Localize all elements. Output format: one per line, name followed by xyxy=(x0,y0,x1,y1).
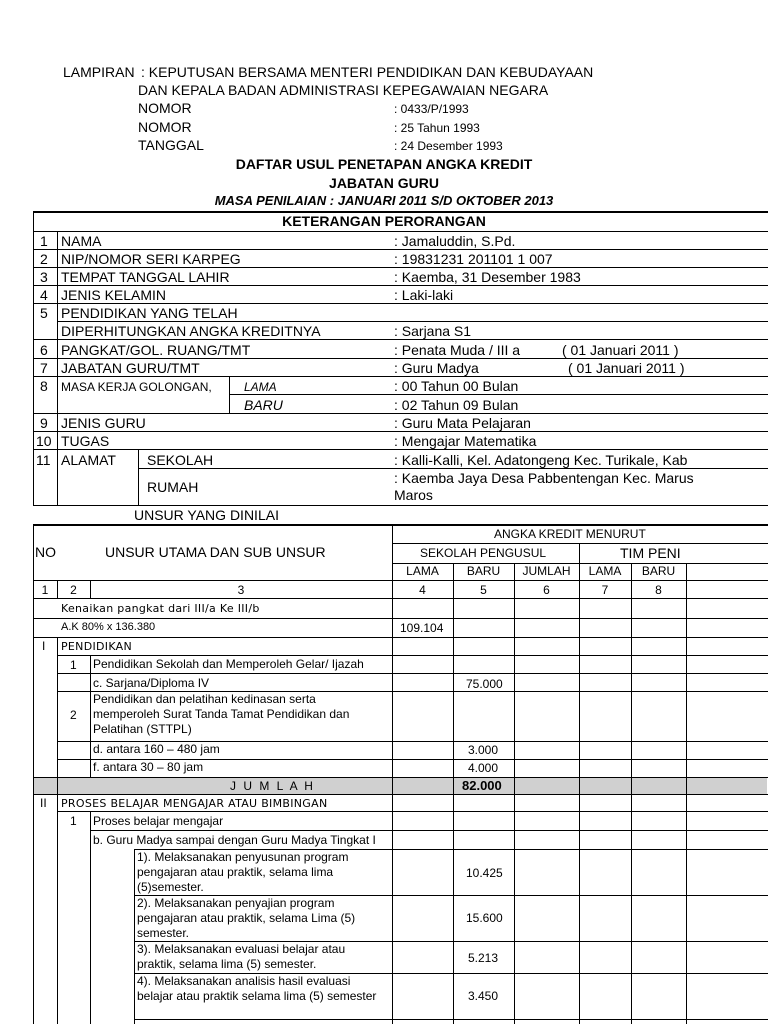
field-label: NIP/NOMOR SERI KARPEG xyxy=(61,251,241,267)
row-no: 7 xyxy=(40,360,48,376)
row-no: 9 xyxy=(40,415,48,431)
field-value: : Guru Mata Pelajaran xyxy=(394,415,531,431)
hline xyxy=(33,794,768,795)
lampiran-line2: DAN KEPALA BADAN ADMINISTRASI KEPEGAWAIAN NEGARA xyxy=(138,82,549,98)
hline xyxy=(392,543,768,544)
r2d-value: 3.000 xyxy=(468,743,499,757)
hline xyxy=(33,413,768,414)
jumlah-label: J U M L A H xyxy=(230,779,315,793)
doc-title: DAFTAR USUL PENETAPAN ANGKA KREDIT xyxy=(235,156,533,172)
hline xyxy=(33,358,768,359)
hline xyxy=(90,830,768,831)
ak-value: 109.104 xyxy=(400,621,444,635)
col-num: 1 xyxy=(41,583,49,597)
alamat-sekolah-label: SEKOLAH xyxy=(147,452,214,468)
kenaikan-pangkat: Kenaikan pangkat dari III/a Ke III/b xyxy=(61,602,260,615)
tanggal-label: TANGGAL xyxy=(138,137,204,153)
masa-baru-label: BARU xyxy=(244,397,283,413)
hline xyxy=(33,505,768,506)
vline xyxy=(134,849,135,1024)
jumlah-row-bg xyxy=(34,778,767,794)
vline xyxy=(686,777,687,794)
field-label: JABATAN GURU/TMT xyxy=(61,360,200,376)
field-value: : 19831231 201101 1 007 xyxy=(394,251,553,267)
hline xyxy=(33,231,768,232)
field-label: DIPERHITUNGKAN ANGKA KREDITNYA xyxy=(61,323,321,339)
field-value: : 02 Tahun 09 Bulan xyxy=(394,397,519,413)
r1-label: Pendidikan Sekolah dan Memperoleh Gelar/ Ijazah xyxy=(93,657,364,671)
col-jumlah: JUMLAH xyxy=(522,564,571,578)
nomor1-label: NOMOR xyxy=(138,100,192,116)
p1-no: 1 xyxy=(70,814,77,828)
field-label: JENIS KELAMIN xyxy=(61,287,167,303)
col-no-header: NO xyxy=(35,544,56,560)
sec1-label: PENDIDIKAN xyxy=(61,640,133,653)
sekolah-pengusul-header: SEKOLAH PENGUSUL xyxy=(420,546,547,560)
p1-label: Proses belajar mengajar xyxy=(93,814,224,828)
unsur-heading: UNSUR YANG DINILAI xyxy=(134,507,279,523)
row-no: 4 xyxy=(40,287,48,303)
vline xyxy=(514,777,515,794)
hline xyxy=(33,618,768,619)
hline xyxy=(33,339,768,340)
vline xyxy=(579,777,580,794)
hline xyxy=(33,637,768,638)
item-value: 3.450 xyxy=(468,989,499,1003)
masa-lama-label: LAMA xyxy=(244,380,277,394)
tim-penilai-header: TIM PENI xyxy=(620,545,681,561)
hline xyxy=(33,431,768,432)
hline xyxy=(57,673,768,674)
col-lama: LAMA xyxy=(406,564,439,578)
hline xyxy=(33,249,768,250)
vline xyxy=(392,777,393,794)
hline xyxy=(33,303,768,304)
col-num: 2 xyxy=(70,583,77,597)
col-baru-tim: BARU xyxy=(641,564,676,578)
nomor2-value: : 25 Tahun 1993 xyxy=(394,121,480,135)
sec2-label: PROSES BELAJAR MENGAJAR ATAU BIMBINGAN xyxy=(61,797,328,810)
vline xyxy=(138,449,139,505)
col-unsur-header: UNSUR UTAMA DAN SUB UNSUR xyxy=(105,544,326,560)
field-value: : 00 Tahun 00 Bulan xyxy=(394,378,519,394)
col-num: 4 xyxy=(419,583,426,597)
col-num: 5 xyxy=(480,583,487,597)
row-no: 11 xyxy=(36,452,51,468)
vline xyxy=(453,777,454,794)
period: MASA PENILAIAN : JANUARI 2011 S/D OKTOBER 2013 xyxy=(214,193,554,208)
hline xyxy=(229,394,768,395)
row-no: 3 xyxy=(40,269,48,285)
col-lama-tim: LAMA xyxy=(588,564,622,578)
vline xyxy=(229,376,230,413)
item-value: 5.213 xyxy=(468,951,499,965)
r2d-label: d. antara 160 – 480 jam xyxy=(93,742,220,756)
r2f-label: f. antara 30 – 80 jam xyxy=(93,760,204,774)
tmt-date: ( 01 Januari 2011 ) xyxy=(568,360,685,376)
vline xyxy=(631,777,632,794)
item-text: 1). Melaksanakan penyusunan program pengajaran atau praktik, selama lima (5)semester. xyxy=(137,850,349,894)
hline xyxy=(138,468,768,469)
item-value: 10.425 xyxy=(466,866,503,880)
nomor2-label: NOMOR xyxy=(138,119,192,135)
field-value: : Kaemba Jaya Desa Pabbentengan Kec. Marus xyxy=(394,470,694,486)
field-value-cont: Maros xyxy=(394,487,433,503)
field-value: : Laki-laki xyxy=(394,287,454,303)
hline xyxy=(33,580,768,581)
field-label: TEMPAT TANGGAL LAHIR xyxy=(61,269,230,285)
sec2-no: II xyxy=(40,796,47,810)
r2f-value: 4.000 xyxy=(468,761,499,775)
hline xyxy=(33,267,768,268)
field-label: JENIS GURU xyxy=(61,415,146,431)
r1c-value: 75.000 xyxy=(466,677,503,691)
col-num: 8 xyxy=(655,583,662,597)
hline xyxy=(33,285,768,286)
jumlah-value: 82.000 xyxy=(462,778,502,793)
personal-heading: KETERANGAN PERORANGAN xyxy=(282,213,486,229)
vline xyxy=(33,524,34,1024)
sec1-no: I xyxy=(42,639,46,653)
doc-subtitle: JABATAN GURU xyxy=(329,175,439,191)
row-no: 5 xyxy=(40,305,48,321)
field-value: : Kalli-Kalli, Kel. Adatongeng Kec. Turikale, Kab xyxy=(394,452,688,468)
hline xyxy=(57,811,768,812)
p1b-label: b. Guru Madya sampai dengan Guru Madya Tingkat I xyxy=(93,833,376,847)
nomor1-value: : 0433/P/1993 xyxy=(394,102,469,116)
tmt-date: ( 01 Januari 2011 ) xyxy=(562,342,679,358)
row-no: 10 xyxy=(36,433,52,449)
field-value: : Mengajar Matematika xyxy=(394,433,537,449)
row-no: 1 xyxy=(40,233,48,249)
ak-line: A.K 80% x 136.380 xyxy=(61,621,156,633)
field-label: MASA KERJA GOLONGAN, xyxy=(61,380,212,394)
col-num: 3 xyxy=(237,583,245,597)
row-no: 6 xyxy=(40,342,48,358)
lampiran-label: LAMPIRAN xyxy=(63,64,135,80)
row-no: 8 xyxy=(40,378,48,394)
item-text: 3). Melaksanakan evaluasi belajar atau praktik, selama lima (5) semester. xyxy=(137,942,346,971)
lampiran-line1: : KEPUTUSAN BERSAMA MENTERI PENDIDIKAN DAN KEBUDAYAAN xyxy=(141,64,594,80)
vline xyxy=(392,524,393,1024)
r1c-label: c. Sarjana/Diploma IV xyxy=(93,676,210,690)
r2-label: Pendidikan dan pelatihan kedinasan serta memperoleh Surat Tanda Tamat Pendidikan dan Pelatihan (STTPL) xyxy=(93,692,350,736)
hline xyxy=(57,655,768,656)
hline xyxy=(57,321,768,322)
field-value: : Guru Madya xyxy=(394,360,479,376)
field-value: : Sarjana S1 xyxy=(394,323,472,339)
field-label: TUGAS xyxy=(61,433,110,449)
hline xyxy=(134,1019,768,1020)
ak-menurut-header: ANGKA KREDIT MENURUT xyxy=(494,527,646,541)
item-text: 4). Melaksanakan analisis hasil evaluasi belajar atau praktik selama lima (5) semester xyxy=(137,974,377,1003)
field-label: PANGKAT/GOL. RUANG/TMT xyxy=(61,342,251,358)
field-label: ALAMAT xyxy=(61,452,116,468)
item-text: 2). Melaksanakan penyajian program pengajaran atau praktik, selama Lima (5) semester. xyxy=(137,896,356,940)
field-label: NAMA xyxy=(61,233,102,249)
vline xyxy=(90,811,91,1024)
field-value: : Jamaluddin, S.Pd. xyxy=(394,233,516,249)
hline xyxy=(33,598,768,599)
hline xyxy=(33,376,768,377)
alamat-rumah-label: RUMAH xyxy=(147,479,199,495)
item-value: 15.600 xyxy=(466,911,503,925)
hline xyxy=(33,449,768,450)
col-baru: BARU xyxy=(466,564,501,578)
r1-no: 1 xyxy=(70,658,77,672)
r2-no: 2 xyxy=(70,708,77,722)
vline xyxy=(57,637,58,1024)
field-value: : Penata Muda / III a xyxy=(394,342,521,358)
field-label: PENDIDIKAN YANG TELAH xyxy=(61,305,238,321)
vline xyxy=(33,777,34,794)
tanggal-value: : 24 Desember 1993 xyxy=(394,139,503,153)
hline xyxy=(33,524,768,526)
col-num: 7 xyxy=(601,583,609,597)
vline-no xyxy=(57,231,58,506)
col-num: 6 xyxy=(543,583,550,597)
vline xyxy=(57,777,58,794)
field-value: : Kaemba, 31 Desember 1983 xyxy=(394,269,581,285)
row-no: 2 xyxy=(40,251,48,267)
